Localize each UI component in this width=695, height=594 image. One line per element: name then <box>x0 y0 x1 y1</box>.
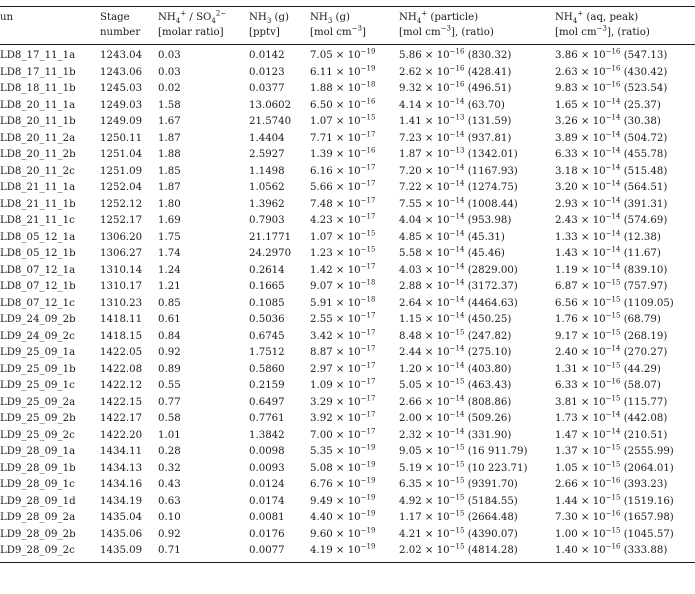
table-row <box>0 98 695 115</box>
cell-nh4-particle: $2.66 \times 10^{-14}$ (808.86) <box>399 394 512 408</box>
cell-nh3-mol: $4.40 \times 10^{-19}$ <box>310 510 376 523</box>
table-row <box>0 263 695 280</box>
cell-nh3-mol: $1.09 \times 10^{-17}$ <box>310 378 376 391</box>
cell-nh3-mol: $6.50 \times 10^{-16}$ <box>310 97 376 111</box>
cell-stage: 1434.11 <box>100 446 143 457</box>
cell-run: LD8_20_11_1a <box>0 99 76 111</box>
cell-stage: 1422.05 <box>100 347 143 358</box>
cell-molar-ratio: 0.77 <box>158 396 181 408</box>
cell-nh3-mol: $7.00 \times 10^{-17}$ <box>310 427 376 441</box>
cell-run: LD8_07_12_1c <box>0 297 75 309</box>
table-row <box>0 527 695 544</box>
cell-nh4-aq-peak: $3.86 \times 10^{-16}$ (547.13) <box>555 47 668 61</box>
cell-nh4-aq-peak: $1.76 \times 10^{-15}$ (68.79) <box>555 312 661 325</box>
cell-nh3-mol: $7.71 \times 10^{-17}$ <box>310 130 376 144</box>
table-row <box>0 444 695 461</box>
cell-run: LD8_05_12_1b <box>0 248 76 259</box>
cell-nh4-particle: $2.88 \times 10^{-14}$ (3172.37) <box>399 279 518 292</box>
cell-nh4-aq-peak: $3.81 \times 10^{-15}$ (115.77) <box>555 394 668 408</box>
cell-nh4-particle: $7.23 \times 10^{-14}$ (937.81) <box>399 130 512 144</box>
cell-run: LD8_20_11_1b <box>0 116 76 127</box>
cell-molar-ratio: 0.92 <box>158 347 181 358</box>
cell-nh4-particle: $1.20 \times 10^{-14}$ (403.80) <box>399 361 512 375</box>
cell-stage: 1245.03 <box>100 83 143 94</box>
cell-nh3-pptv: 1.0562 <box>249 182 285 193</box>
cell-nh3-pptv: 13.0602 <box>249 99 292 111</box>
cell-molar-ratio: 1.21 <box>158 281 181 292</box>
cell-nh4-aq-peak: $1.65 \times 10^{-14}$ (25.37) <box>555 97 661 111</box>
cell-nh3-pptv: 1.1498 <box>249 165 285 177</box>
cell-nh4-particle: $2.32 \times 10^{-14}$ (331.90) <box>399 427 512 441</box>
cell-stage: 1422.08 <box>100 363 143 375</box>
cell-nh4-aq-peak: $3.89 \times 10^{-14}$ (504.72) <box>555 130 668 144</box>
cell-nh4-aq-peak: $2.43 \times 10^{-14}$ (574.69) <box>555 213 668 226</box>
cell-nh4-particle: $2.62 \times 10^{-16}$ (428.41) <box>399 64 512 78</box>
cell-run: LD8_17_11_1a <box>0 50 76 61</box>
cell-nh3-pptv: 1.3842 <box>249 429 285 441</box>
cell-stage: 1434.19 <box>100 495 143 507</box>
cell-molar-ratio: 0.71 <box>158 545 181 556</box>
cell-nh3-mol: $7.05 \times 10^{-19}$ <box>310 47 376 61</box>
cell-nh3-mol: $3.42 \times 10^{-17}$ <box>310 328 376 342</box>
cell-nh3-mol: $9.07 \times 10^{-18}$ <box>310 279 376 292</box>
cell-molar-ratio: 1.88 <box>158 149 181 160</box>
table-row <box>0 543 695 562</box>
cell-nh4-particle: $2.44 \times 10^{-14}$ (275.10) <box>399 345 512 358</box>
cell-molar-ratio: 0.84 <box>158 330 181 342</box>
table-row <box>0 65 695 82</box>
cell-molar-ratio: 1.75 <box>158 231 181 243</box>
cell-nh4-particle: $5.58 \times 10^{-14}$ (45.46) <box>399 246 505 259</box>
cell-nh4-particle: $4.04 \times 10^{-14}$ (953.98) <box>399 213 512 226</box>
cell-nh3-pptv: 21.5740 <box>249 116 292 127</box>
cell-run: LD9_28_09_1d <box>0 495 76 507</box>
cell-stage: 1251.09 <box>100 165 143 177</box>
cell-nh3-mol: $5.08 \times 10^{-19}$ <box>310 460 376 474</box>
cell-stage: 1418.15 <box>100 330 143 342</box>
table-row <box>0 197 695 214</box>
cell-nh4-particle: $7.55 \times 10^{-14}$ (1008.44) <box>399 196 518 210</box>
cell-nh3-pptv: 0.7903 <box>249 215 285 226</box>
header-stage: Stage number <box>100 12 141 38</box>
cell-run: LD9_25_09_1c <box>0 380 75 391</box>
header-nh3-pptv: $NH_3$ (g) [pptv] <box>249 12 289 38</box>
cell-nh3-mol: $1.39 \times 10^{-16}$ <box>310 147 376 160</box>
cell-nh3-pptv: 0.6745 <box>249 330 285 342</box>
cell-stage: 1243.06 <box>100 66 143 78</box>
cell-nh3-pptv: 0.0081 <box>249 512 285 523</box>
cell-nh3-mol: $5.66 \times 10^{-17}$ <box>310 180 376 193</box>
cell-nh3-pptv: 1.4404 <box>249 132 285 144</box>
cell-nh3-pptv: 0.0098 <box>249 446 285 457</box>
cell-nh3-mol: $3.29 \times 10^{-17}$ <box>310 394 376 408</box>
cell-run: LD8_07_12_1b <box>0 281 76 292</box>
cell-run: LD9_25_09_1b <box>0 363 76 375</box>
cell-nh4-particle: $9.05 \times 10^{-15}$ (16 911.79) <box>399 444 528 457</box>
cell-run: LD9_28_09_2c <box>0 545 75 556</box>
cell-molar-ratio: 1.01 <box>158 429 181 441</box>
cell-stage: 1252.12 <box>100 198 143 210</box>
cell-nh3-pptv: 0.0174 <box>249 495 285 507</box>
table-row <box>0 345 695 362</box>
cell-run: LD9_25_09_2a <box>0 396 76 408</box>
cell-nh4-aq-peak: $2.93 \times 10^{-14}$ (391.31) <box>555 196 668 210</box>
cell-nh4-aq-peak: $1.47 \times 10^{-14}$ (210.51) <box>555 427 668 441</box>
cell-stage: 1435.04 <box>100 512 143 523</box>
cell-nh3-pptv: 1.7512 <box>249 347 285 358</box>
cell-stage: 1422.17 <box>100 413 143 424</box>
cell-nh4-aq-peak: $3.18 \times 10^{-14}$ (515.48) <box>555 163 668 177</box>
cell-molar-ratio: 0.85 <box>158 297 181 309</box>
cell-stage: 1435.06 <box>100 528 143 540</box>
cell-nh4-particle: $4.92 \times 10^{-15}$ (5184.55) <box>399 493 518 507</box>
cell-run: LD9_28_09_1c <box>0 479 75 490</box>
cell-run: LD9_24_09_2c <box>0 330 75 342</box>
cell-nh4-particle: $4.03 \times 10^{-14}$ (2829.00) <box>399 262 518 276</box>
cell-molar-ratio: 0.03 <box>158 50 181 61</box>
cell-nh4-aq-peak: $2.66 \times 10^{-16}$ (393.23) <box>555 477 668 490</box>
cell-molar-ratio: 1.58 <box>158 99 181 111</box>
cell-nh4-aq-peak: $1.37 \times 10^{-15}$ (2555.99) <box>555 444 674 457</box>
cell-nh4-particle: $1.15 \times 10^{-14}$ (450.25) <box>399 312 512 325</box>
cell-nh4-particle: $5.19 \times 10^{-15}$ (10 223.71) <box>399 460 528 474</box>
cell-run: LD8_21_11_1c <box>0 215 75 226</box>
cell-nh3-pptv: 0.7761 <box>249 413 285 424</box>
table-row <box>0 461 695 478</box>
cell-molar-ratio: 0.63 <box>158 495 181 507</box>
header-molar-ratio: $NH_4^+ / SO_4^{2-}$ [molar ratio] <box>158 9 227 38</box>
cell-nh4-particle: $5.05 \times 10^{-15}$ (463.43) <box>399 378 512 391</box>
cell-nh4-aq-peak: $3.20 \times 10^{-14}$ (564.51) <box>555 180 668 193</box>
cell-run: LD9_28_09_1b <box>0 462 76 474</box>
cell-nh3-mol: $3.92 \times 10^{-17}$ <box>310 411 376 424</box>
cell-stage: 1422.15 <box>100 396 143 408</box>
cell-nh3-pptv: 0.0377 <box>249 83 285 94</box>
table-row <box>0 45 695 65</box>
cell-nh4-particle: $1.41 \times 10^{-13}$ (131.59) <box>399 114 512 127</box>
cell-molar-ratio: 0.58 <box>158 413 181 424</box>
cell-stage: 1252.17 <box>100 215 143 226</box>
cell-nh3-mol: $5.35 \times 10^{-19}$ <box>310 444 376 457</box>
cell-nh4-particle: $1.17 \times 10^{-15}$ (2664.48) <box>399 510 518 523</box>
table-row <box>0 428 695 445</box>
cell-stage: 1251.04 <box>100 149 143 160</box>
cell-nh4-aq-peak: $1.31 \times 10^{-15}$ (44.29) <box>555 361 661 375</box>
table-body <box>0 45 695 563</box>
table-row <box>0 378 695 395</box>
cell-run: LD8_17_11_1b <box>0 66 76 78</box>
cell-nh4-aq-peak: $1.00 \times 10^{-15}$ (1045.57) <box>555 526 674 540</box>
cell-nh3-mol: $4.23 \times 10^{-17}$ <box>310 213 376 226</box>
cell-molar-ratio: 0.92 <box>158 528 181 540</box>
cell-stage: 1252.04 <box>100 182 143 193</box>
cell-nh3-pptv: 1.3962 <box>249 198 285 210</box>
table-row <box>0 312 695 329</box>
table-row <box>0 81 695 98</box>
cell-molar-ratio: 1.80 <box>158 198 181 210</box>
cell-molar-ratio: 1.24 <box>158 264 181 276</box>
cell-nh4-particle: $7.22 \times 10^{-14}$ (1274.75) <box>399 180 518 193</box>
cell-nh4-aq-peak: $1.73 \times 10^{-14}$ (442.08) <box>555 411 668 424</box>
cell-run: LD8_21_11_1b <box>0 198 76 210</box>
header-nh4-aq-peak: $NH_4^+$ (aq, peak) [mol $cm^{-3}$], (ratio) <box>555 9 650 38</box>
cell-stage: 1434.16 <box>100 479 143 490</box>
cell-molar-ratio: 1.87 <box>158 182 181 193</box>
table-header <box>0 7 695 45</box>
cell-run: LD9_25_09_2c <box>0 429 75 441</box>
cell-stage: 1250.11 <box>100 132 143 144</box>
cell-nh4-particle: $1.87 \times 10^{-13}$ (1342.01) <box>399 147 518 160</box>
cell-nh4-aq-peak: $1.43 \times 10^{-14}$ (11.67) <box>555 246 661 259</box>
cell-molar-ratio: 0.89 <box>158 363 181 375</box>
cell-nh3-mol: $1.07 \times 10^{-15}$ <box>310 114 376 127</box>
header-nh4-particle: $NH_4^+$ (particle) [mol $cm^{-3}$], (ratio) <box>399 9 494 38</box>
cell-nh4-particle: $4.85 \times 10^{-14}$ (45.31) <box>399 229 505 243</box>
cell-molar-ratio: 1.85 <box>158 165 181 177</box>
table-row <box>0 131 695 148</box>
cell-nh3-mol: $9.60 \times 10^{-19}$ <box>310 526 376 540</box>
cell-run: LD8_05_12_1a <box>0 231 76 243</box>
header-row <box>0 7 695 45</box>
cell-nh4-aq-peak: $9.17 \times 10^{-15}$ (268.19) <box>555 328 668 342</box>
cell-nh4-aq-peak: $6.33 \times 10^{-14}$ (455.78) <box>555 147 668 160</box>
table-row <box>0 164 695 181</box>
cell-nh3-pptv: 0.0123 <box>249 66 285 78</box>
cell-nh3-mol: $1.07 \times 10^{-15}$ <box>310 229 376 243</box>
cell-molar-ratio: 1.67 <box>158 116 181 127</box>
cell-nh3-mol: $4.19 \times 10^{-19}$ <box>310 543 376 556</box>
cell-nh4-aq-peak: $1.40 \times 10^{-16}$ (333.88) <box>555 543 668 556</box>
table-row <box>0 246 695 263</box>
table-row <box>0 510 695 527</box>
cell-nh4-particle: $2.00 \times 10^{-14}$ (509.26) <box>399 411 512 424</box>
table-row <box>0 296 695 313</box>
cell-molar-ratio: 0.32 <box>158 462 181 474</box>
cell-nh3-pptv: 0.1085 <box>249 297 285 309</box>
cell-nh3-pptv: 0.5860 <box>249 363 285 375</box>
cell-nh3-pptv: 0.1665 <box>249 281 285 292</box>
cell-run: LD9_28_09_2a <box>0 512 76 523</box>
cell-nh4-aq-peak: $1.05 \times 10^{-15}$ (2064.01) <box>555 460 674 474</box>
cell-molar-ratio: 0.43 <box>158 479 181 490</box>
cell-run: LD9_25_09_1a <box>0 347 76 358</box>
cell-stage: 1422.20 <box>100 429 143 441</box>
cell-run: LD9_24_09_2b <box>0 314 76 325</box>
cell-nh3-pptv: 0.6497 <box>249 396 285 408</box>
cell-nh3-mol: $6.16 \times 10^{-17}$ <box>310 163 376 177</box>
table-row <box>0 279 695 296</box>
cell-nh4-particle: $5.86 \times 10^{-16}$ (830.32) <box>399 47 512 61</box>
table-row <box>0 230 695 247</box>
cell-run: LD8_18_11_1b <box>0 83 76 94</box>
cell-run: LD8_20_11_2a <box>0 132 76 144</box>
cell-nh4-particle: $8.48 \times 10^{-15}$ (247.82) <box>399 328 512 342</box>
cell-nh3-pptv: 0.0124 <box>249 479 285 490</box>
cell-nh3-mol: $7.48 \times 10^{-17}$ <box>310 196 376 210</box>
cell-stage: 1306.20 <box>100 231 143 243</box>
table-row <box>0 213 695 230</box>
table-row <box>0 114 695 131</box>
cell-molar-ratio: 0.55 <box>158 380 181 391</box>
table-row <box>0 147 695 164</box>
cell-nh3-mol: $6.76 \times 10^{-19}$ <box>310 477 376 490</box>
cell-stage: 1435.09 <box>100 545 143 556</box>
cell-nh4-particle: $7.20 \times 10^{-14}$ (1167.93) <box>399 163 518 177</box>
cell-nh4-particle: $4.21 \times 10^{-15}$ (4390.07) <box>399 526 518 540</box>
cell-stage: 1310.14 <box>100 264 143 276</box>
cell-nh4-aq-peak: $1.44 \times 10^{-15}$ (1519.16) <box>555 493 674 507</box>
cell-nh3-pptv: 21.1771 <box>249 231 292 243</box>
cell-nh4-particle: $2.64 \times 10^{-14}$ (4464.63) <box>399 295 518 309</box>
cell-nh4-aq-peak: $7.30 \times 10^{-16}$ (1657.98) <box>555 510 674 523</box>
cell-stage: 1422.12 <box>100 380 143 391</box>
cell-stage: 1310.17 <box>100 281 143 292</box>
header-nh3-mol: $NH_3$ (g) [mol $cm^{-3}$] <box>310 12 366 38</box>
cell-nh3-mol: $6.11 \times 10^{-19}$ <box>310 64 376 78</box>
data-table <box>0 6 695 563</box>
cell-stage: 1249.09 <box>100 116 143 127</box>
cell-run: LD9_25_09_2b <box>0 413 76 424</box>
cell-nh3-pptv: 24.2970 <box>249 248 292 259</box>
cell-nh3-pptv: 0.0176 <box>249 528 285 540</box>
cell-nh3-pptv: 0.5036 <box>249 314 285 325</box>
cell-nh3-pptv: 0.0093 <box>249 462 285 474</box>
cell-nh4-aq-peak: $1.33 \times 10^{-14}$ (12.38) <box>555 229 661 243</box>
cell-molar-ratio: 1.69 <box>158 215 181 226</box>
cell-stage: 1306.27 <box>100 248 143 259</box>
cell-nh3-mol: $8.87 \times 10^{-17}$ <box>310 345 376 358</box>
cell-stage: 1418.11 <box>100 314 143 325</box>
cell-nh3-mol: $9.49 \times 10^{-19}$ <box>310 493 376 507</box>
cell-nh3-mol: $1.23 \times 10^{-15}$ <box>310 246 376 259</box>
cell-molar-ratio: 0.28 <box>158 446 181 457</box>
table-row <box>0 362 695 379</box>
cell-nh3-mol: $1.88 \times 10^{-18}$ <box>310 81 376 94</box>
table-row <box>0 411 695 428</box>
cell-nh3-pptv: 2.5927 <box>249 149 285 160</box>
cell-stage: 1310.23 <box>100 297 143 309</box>
cell-stage: 1434.13 <box>100 462 143 474</box>
cell-nh4-aq-peak: $2.40 \times 10^{-14}$ (270.27) <box>555 345 668 358</box>
cell-molar-ratio: 0.02 <box>158 83 181 94</box>
table-row <box>0 477 695 494</box>
table-row <box>0 494 695 511</box>
cell-run: LD8_20_11_2b <box>0 149 76 160</box>
cell-nh3-pptv: 0.2159 <box>249 380 285 391</box>
cell-run: LD8_21_11_1a <box>0 182 76 193</box>
cell-nh4-particle: $2.02 \times 10^{-15}$ (4814.28) <box>399 543 518 556</box>
cell-nh4-particle: $4.14 \times 10^{-14}$ (63.70) <box>399 97 505 111</box>
cell-nh4-aq-peak: $6.33 \times 10^{-16}$ (58.07) <box>555 378 661 391</box>
cell-run: LD9_28_09_2b <box>0 528 76 540</box>
cell-stage: 1249.03 <box>100 99 143 111</box>
table-row <box>0 395 695 412</box>
cell-nh3-mol: $1.42 \times 10^{-17}$ <box>310 262 376 276</box>
cell-run: LD8_20_11_2c <box>0 165 75 177</box>
cell-run: LD8_07_12_1a <box>0 264 76 276</box>
cell-molar-ratio: 0.61 <box>158 314 181 325</box>
cell-molar-ratio: 0.03 <box>158 66 181 78</box>
header-run: un <box>0 12 14 23</box>
cell-nh4-aq-peak: $1.19 \times 10^{-14}$ (839.10) <box>555 262 668 276</box>
table-row <box>0 180 695 197</box>
cell-nh3-mol: $5.91 \times 10^{-18}$ <box>310 295 376 309</box>
cell-stage: 1243.04 <box>100 50 143 61</box>
cell-molar-ratio: 0.10 <box>158 512 181 523</box>
cell-nh3-pptv: 0.2614 <box>249 264 285 276</box>
table-row <box>0 329 695 346</box>
cell-nh4-aq-peak: $6.87 \times 10^{-15}$ (757.97) <box>555 279 668 292</box>
cell-molar-ratio: 1.87 <box>158 132 181 144</box>
cell-nh3-mol: $2.97 \times 10^{-17}$ <box>310 361 376 375</box>
cell-nh4-aq-peak: $6.56 \times 10^{-15}$ (1109.05) <box>555 295 674 309</box>
cell-nh4-aq-peak: $9.83 \times 10^{-16}$ (523.54) <box>555 81 668 94</box>
cell-run: LD9_28_09_1a <box>0 446 76 457</box>
cell-nh4-particle: $9.32 \times 10^{-16}$ (496.51) <box>399 81 512 94</box>
cell-nh4-particle: $6.35 \times 10^{-15}$ (9391.70) <box>399 477 518 490</box>
cell-nh3-pptv: 0.0077 <box>249 545 285 556</box>
cell-molar-ratio: 1.74 <box>158 248 181 259</box>
cell-nh4-aq-peak: $2.63 \times 10^{-16}$ (430.42) <box>555 64 668 78</box>
cell-nh3-pptv: 0.0142 <box>249 50 285 61</box>
cell-nh4-aq-peak: $3.26 \times 10^{-14}$ (30.38) <box>555 114 661 127</box>
cell-nh3-mol: $2.55 \times 10^{-17}$ <box>310 312 376 325</box>
